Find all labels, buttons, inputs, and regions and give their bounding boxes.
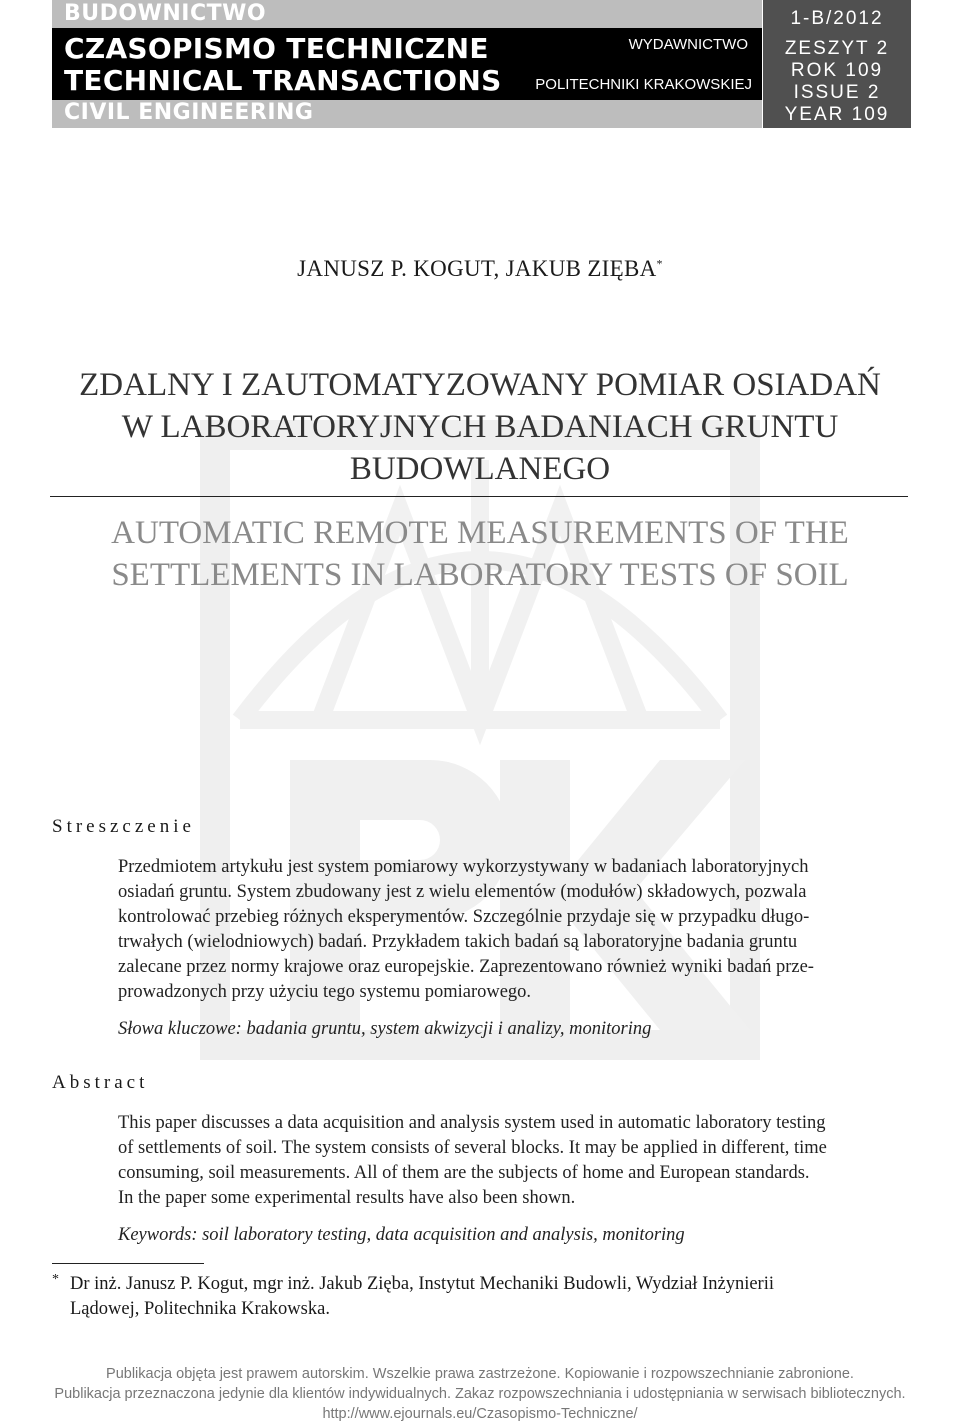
copyright-url[interactable]: http://www.ejournals.eu/Czasopismo-Techniczne/ bbox=[322, 1406, 638, 1422]
streszczenie-text bbox=[118, 855, 908, 1005]
footnote-mark: * bbox=[52, 1272, 59, 1287]
issue-label: ISSUE 2 bbox=[793, 82, 881, 103]
text-line: consuming, soil measurements. All of them are the subjects of home and European standards. bbox=[118, 1163, 810, 1183]
author-footnote-mark: * bbox=[656, 256, 663, 271]
footnote-affiliation bbox=[70, 1272, 908, 1322]
text-line: Dr inż. Janusz P. Kogut, mgr inż. Jakub Zięba, Instytut Mechaniki Budowli, Wydział Inżynierii bbox=[70, 1274, 774, 1294]
streszczenie-heading: Streszczenie bbox=[52, 816, 195, 837]
keywords-polish: Słowa kluczowe: badania gruntu, system akwizycji i analizy, monitoring bbox=[118, 1019, 652, 1039]
text-line: In the paper some experimental results have also been shown. bbox=[118, 1188, 576, 1208]
keywords-english: Keywords: soil laboratory testing, data acquisition and analysis, monitoring bbox=[118, 1225, 685, 1245]
issue-info-box bbox=[763, 0, 911, 128]
title-english bbox=[60, 512, 900, 596]
zeszyt-label: ZESZYT 2 bbox=[784, 38, 890, 59]
journal-title-block bbox=[52, 28, 762, 100]
footnote-divider bbox=[52, 1263, 204, 1264]
title-divider bbox=[50, 496, 908, 497]
abstract-heading: Abstract bbox=[52, 1072, 149, 1093]
issue-code: 1-B/2012 bbox=[790, 8, 884, 29]
text-line: This paper discusses a data acquisition and analysis system used in automatic laboratory testing bbox=[118, 1113, 826, 1133]
title-polish bbox=[60, 364, 900, 490]
author-names: JANUSZ P. KOGUT, JAKUB ZIĘBA bbox=[297, 256, 657, 281]
journal-title-pl: CZASOPISMO TECHNICZNE bbox=[64, 32, 489, 65]
copyright-line-1: Publikacja objęta jest prawem autorskim. Wszelkie prawa zastrzeżone. Kopiowanie i rozpowszechnianie zabronione. bbox=[106, 1366, 854, 1382]
text-line: of settlements of soil. The system consists of several blocks. It may be applied in different, time bbox=[118, 1138, 827, 1158]
category-label: BUDOWNICTWO bbox=[64, 1, 267, 26]
text-line: prowadzonych przy użyciu tego systemu pomiarowego. bbox=[118, 982, 532, 1002]
authors bbox=[0, 256, 960, 282]
title-en-line: SETTLEMENTS IN LABORATORY TESTS OF SOIL bbox=[111, 557, 849, 593]
publisher-line-1: WYDAWNICTWO bbox=[628, 36, 748, 53]
title-pl-line: W LABORATORYJNYCH BADANIACH GRUNTU bbox=[121, 409, 839, 445]
text-line: zalecane przez normy krajowe oraz europejskie. Zaprezentowano również wyniki badań prze- bbox=[118, 957, 814, 977]
text-line: osiadań gruntu. System zbudowany jest z wielu elementów (modułów) składowych, pozwala bbox=[118, 882, 807, 902]
rok-label: ROK 109 bbox=[790, 60, 884, 81]
copyright-line-2: Publikacja przeznaczona jedynie dla klientów indywidualnych. Zakaz rozpowszechniania i udostępniania w serwisach bibliotecznych. bbox=[54, 1386, 906, 1402]
publisher-line-2: POLITECHNIKI KRAKOWSKIEJ bbox=[535, 76, 752, 93]
title-pl-line: BUDOWLANEGO bbox=[349, 451, 611, 487]
abstract-text bbox=[118, 1111, 908, 1211]
title-pl-line: ZDALNY I ZAUTOMATYZOWANY POMIAR OSIADAŃ bbox=[79, 367, 881, 403]
discipline-label: CIVIL ENGINEERING bbox=[64, 100, 314, 125]
journal-banner bbox=[52, 0, 762, 128]
text-line: kontrolować przebieg różnych eksperymentów. Szczególnie przydaje się w przypadku długo- bbox=[118, 907, 810, 927]
text-line: trwałych (wielodniowych) badań. Przykładem takich badań są laboratoryjne badania gruntu bbox=[118, 932, 798, 952]
title-en-line: AUTOMATIC REMOTE MEASUREMENTS OF THE bbox=[111, 515, 849, 551]
year-label: YEAR 109 bbox=[784, 104, 890, 125]
journal-title-en: TECHNICAL TRANSACTIONS bbox=[64, 64, 502, 97]
text-line: Przedmiotem artykułu jest system pomiarowy wykorzystywany w badaniach laboratoryjnych bbox=[118, 857, 809, 877]
text-line: Lądowej, Politechnika Krakowska. bbox=[70, 1299, 330, 1319]
